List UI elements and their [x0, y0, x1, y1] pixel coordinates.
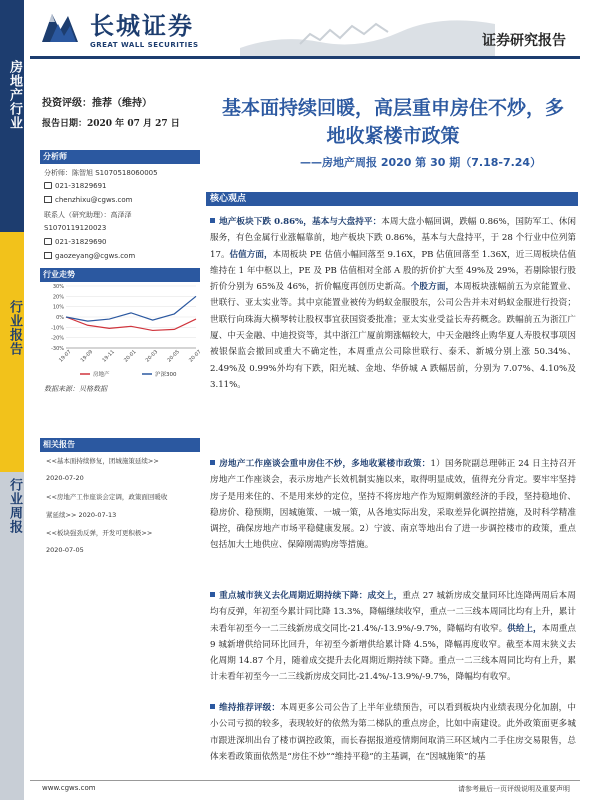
chart-y-tick-label: 20%	[52, 294, 64, 301]
chart-y-tick-label: -20%	[51, 335, 64, 342]
report-date: 报告日期：2020 年 07 月 27 日	[42, 119, 180, 129]
mail-icon	[44, 196, 52, 203]
phone-icon	[44, 182, 52, 189]
assistant-phone: 021-31829690	[44, 238, 107, 246]
mail-icon	[44, 252, 52, 259]
sidebar-label-weekly: 行业周报	[7, 478, 22, 534]
header-divider	[30, 56, 580, 59]
logo-english: GREAT WALL SECURITIES	[90, 41, 199, 49]
core-views-header: 核心观点	[206, 192, 578, 206]
chart-legend-label: 房地产	[93, 372, 110, 378]
chart-series-line-real-estate	[66, 317, 196, 330]
bullet-icon	[210, 218, 215, 223]
related-reports-header: 相关报告	[40, 438, 200, 452]
chart-y-tick-label: 10%	[52, 304, 64, 311]
report-type-label: 证券研究报告	[482, 33, 566, 49]
chart-x-tick-label: 20-05	[166, 349, 181, 364]
chart-x-tick-label: 19-11	[101, 349, 116, 364]
chart-x-tick-label: 20-03	[144, 349, 160, 364]
analyst-section-header: 分析师	[40, 150, 200, 164]
chart-y-tick-label: -30%	[51, 346, 64, 352]
footer-divider	[30, 780, 580, 781]
chart-x-tick-label: 19-09	[79, 349, 95, 364]
paragraph-destocking: 重点城市狭义去化周期近期持续下降：成交上，重点 27 城新房成交量同环比连降两周后本周均有反弹，年初至今累计同比降 13.3%，降幅继续收窄，重点一二三线本周同比均有上升，累计未看年初至今一二三线新房成交同比-21.4%/-13.9%/-9.7%，降幅均有收窄。供给上，本周重点 9 城新增供给同环比回升，年初至今新增供给累计降 4.5%，降幅再度收窄。截至本周末狭义去化周期 14.87 个月，随着成交提升去化周期近期持续下降。重点一二三线本周同比均有上升，累计未看年初至今一二三线新房成交同比-21.4%/-13.9%/-9.7%，降幅均有收窄。	[210, 591, 576, 683]
analyst-email[interactable]: chenzhixu@cgws.com	[44, 196, 133, 204]
chart-y-tick-label: 0%	[56, 315, 64, 321]
investment-rating: 投资评级：推荐（维持）	[42, 98, 152, 109]
chart-x-tick-label: 20-01	[123, 349, 138, 364]
assistant-name: 联系人（研究助理）：高泽泽	[44, 211, 132, 219]
report-title: 基本面持续回暖，高层重申房住不炒，多地收紧楼市政策	[221, 97, 564, 147]
related-report-title[interactable]: <<房地产工作座谈会定调，政策面回暖收	[46, 493, 168, 501]
related-report-date: 2020-07-05	[46, 546, 84, 554]
footer-website[interactable]: www.cgws.com	[42, 784, 96, 792]
analyst-phone: 021-31829691	[44, 182, 107, 190]
related-report-date: 2020-07-20	[46, 474, 84, 482]
assistant-cert: S1070119120023	[44, 224, 107, 232]
chart-x-tick-label: 20-07	[188, 349, 203, 364]
paragraph-policy: 房地产工作座谈会重申房住不炒，多地收紧楼市政策：1）国务院副总理韩正 24 日主持召开房地产工作座谈会，表示房地产长效机制实施以来，取得明显成效，值得充分肯定。要牢牢坚持房子是用来住的、不是用来炒的定位，坚持不将房地产作为短期刺激经济的手段，坚持稳地价、稳房价、稳预期，因城施策、一城一策，从各地实际出发，采取差异化调控措施，及时科学精准调控，确保房地产市场平稳健康发展。2）宁波、南京等地出台了进一步调控楼市的政策，重点包括加大土地供应、保障刚需购房等措施。	[210, 459, 576, 551]
related-report-title[interactable]: <<基本面持续修复，团城施策延续>>	[46, 457, 159, 465]
sidebar-label-industry: 房地产行业	[7, 60, 22, 130]
industry-trend-chart	[40, 282, 203, 380]
bullet-icon	[210, 460, 215, 465]
chart-series-line-csi300	[66, 296, 196, 321]
brand-logo	[38, 6, 199, 49]
trend-section-header: 行业走势	[40, 268, 200, 282]
paragraph-sector-performance: 地产板块下跌 0.86%，基本与大盘持平：本周大盘小幅回调，跌幅 0.86%，国防军工、休闲服务，有色金属行业涨幅靠前，地产板块下跌 0.86%，基本与大盘持平，于 28 个行业中位列第 17。估值方面，本周板块 PE 估值小幅回落至 9.16X，PB 估值回落至 1.36X，近三周板块估值维持在 1 年中枢以上，PE 及 PB 估值相对全部 A 股的折价扩大至 49%及 29%，若剔除银行股折价分别为 65%及 46%，折价幅度再创历史新高。个股方面，本周板块涨幅前五为京能置业、世联行、亚太实业等。其中京能置业被传为蚂蚁金服股东，公司公告并未对蚂蚁金服进行投资；世联行向珠海大横琴转让股权事宜获国资委批准；亚太实业受益长寿药概念。跌幅前五为浙江广厦、中天金融、中迪投资等，其中浙江广厦前期涨幅较大，中天金融终止购华夏人寿股权事项因被银保监会撤回或重大不确定性，本周重点公司除世联行、泰禾、新城分别上涨 50.34%、2.49%及 0.99%外均有下跌，阳光城、金地、华侨城 A 跌幅居前，分别为 7.07%、4.10%及 3.11%。	[210, 217, 576, 390]
logo-chinese: 长城证券	[90, 12, 194, 40]
related-report-title-cont[interactable]: 紧延续>> 2020-07-13	[46, 511, 117, 519]
chart-source-caption: 数据来源：贝格数据	[44, 385, 107, 393]
related-report-title[interactable]: <<板块强劲反弹，开发可更积极>>	[46, 529, 153, 537]
great-wall-header-graphic	[240, 4, 495, 56]
chart-y-tick-label: 30%	[52, 284, 64, 290]
chart-x-tick-label: 19-07	[58, 349, 73, 364]
sidebar-label-report: 行业报告	[7, 300, 22, 356]
analyst-name: 分析师：陈智旭 S1070518060005	[44, 169, 158, 177]
bullet-icon	[210, 704, 215, 709]
report-subtitle: ——房地产周报 2020 第 30 期（7.18-7.24）	[300, 156, 542, 169]
phone-icon	[44, 238, 52, 245]
chart-y-tick-label: -10%	[51, 325, 64, 332]
paragraph-rating: 维持推荐评级：本周更多公司公告了上半年业绩预告，可以看到板块内业绩表现分化加剧，中小公司亏损的较多，表现较好的依然为第二梯队的重点房企，比如中南建设。此外政策面更多城市跟进深圳出台了楼市调控政策，而长春据报道疫情期间取消三环区域内二手住房交易限售，总体来看政策面依然是“房住不炒”“维持平稳”的主基调，在“因城施策”的基	[210, 703, 576, 762]
great-wall-logo-icon	[38, 8, 82, 48]
chart-legend-label: 沪深300	[155, 372, 177, 378]
footer-disclaimer: 请参考最后一页评级说明及重要声明	[458, 785, 570, 793]
assistant-email[interactable]: gaozeyang@cgws.com	[44, 252, 135, 260]
bullet-icon	[210, 592, 215, 597]
